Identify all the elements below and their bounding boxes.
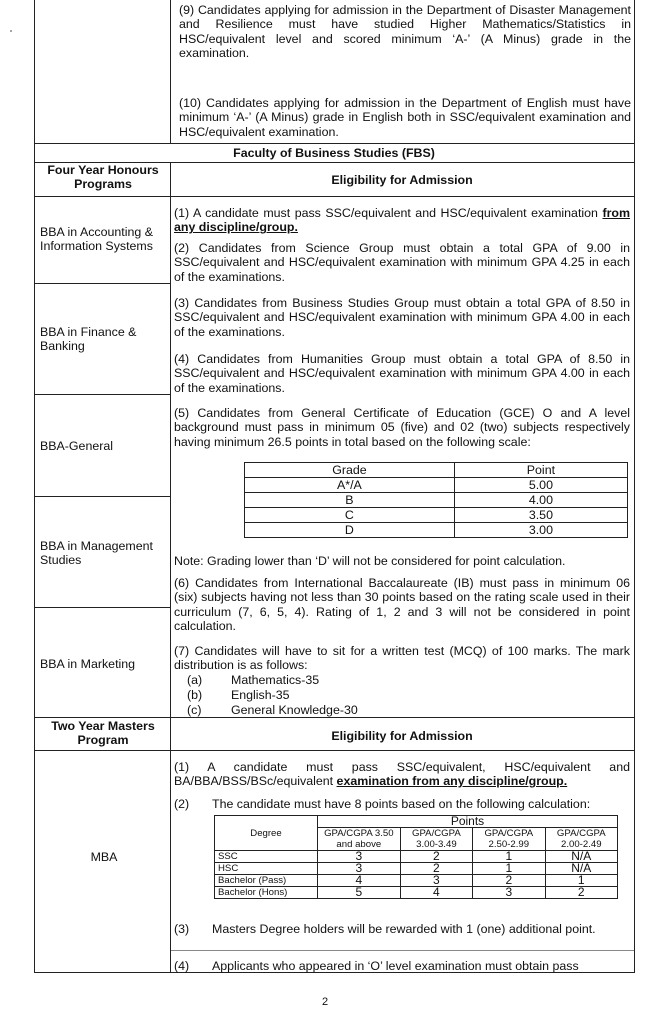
fbs-item-7: (7) Candidates will have to sit for a written test (MCQ) of 100 marks. The mark distribution is as follows: [174,644,630,673]
points-cell: 3 [473,887,545,899]
points-cell: 2 [400,863,472,875]
faculty-title: Faculty of Business Studies (FBS) [233,146,435,160]
faint-divider [171,950,634,951]
fbs-item-4: (4) Candidates from Humanities Group must obtain a total GPA of 8.50 in SSC/equivalent and HSC/equivalent examination with minimum GPA 4.00 in each of the examinations. [174,352,630,395]
eligibility-header: Eligibility for Admission [331,173,473,187]
degree-cell: HSC [215,863,318,875]
grade-cell: B [245,493,455,508]
fbs-item-6: (6) Candidates from International Baccalaureate (IB) must pass in minimum 06 (six) subjects having not less than 30 points based on the rating scale used in their curriculum (7, 6, 5, 4). Rating of 1, 2 and 3 will not be considered in point calculation. [174,576,630,634]
program-divider [34,496,171,497]
column-divider [170,0,171,143]
degree-cell: Bachelor (Pass) [215,875,318,887]
fbs-item-1: (1) A candidate must pass SSC/equivalent and HSC/equivalent examination from any discipline/group. [174,206,630,235]
mark-item-a: (a) Mathematics-35 [187,673,320,687]
mba-points-table [214,815,618,899]
points-cell: 2 [545,887,617,899]
points-cell: N/A [545,851,617,863]
program-bba-management: BBA in Management Studies [40,539,153,568]
points-cell: N/A [545,863,617,875]
row-divider [34,750,634,751]
points-col-header: Points [318,816,618,828]
grading-note: Note: Grading lower than ‘D’ will not be considered for point calculation. [174,554,566,568]
program-divider [34,607,171,608]
program-divider [34,283,171,284]
mba-item-3: (3) Masters Degree holders will be rewarded with 1 (one) additional point. [174,922,596,936]
mark-item-b: (b) English-35 [187,688,290,702]
degree-cell: SSC [215,851,318,863]
row-divider [34,143,634,144]
program-divider [34,394,171,395]
point-cell: 5.00 [454,478,627,493]
grade-col-header: Grade [245,463,455,478]
points-cell: 1 [473,851,545,863]
eligibility-item-10: (10) Candidates applying for admission in the Department of English must have minimum ‘A-’ (A Minus) grade in English both in SSC/equivalent examination and HSC/equivalent examination. [179,96,631,139]
row-divider [34,196,634,197]
points-cell: 2 [473,875,545,887]
masters-programs-header: Two Year Masters Program [51,719,155,747]
point-cell: 3.50 [454,508,627,523]
grade-cell: D [245,523,455,538]
points-cell: 5 [318,887,401,899]
program-bba-ais: BBA in Accounting & Information Systems [40,225,153,254]
program-bba-finance: BBA in Finance & Banking [40,325,137,354]
grade-cell: C [245,508,455,523]
program-bba-marketing: BBA in Marketing [40,657,136,671]
programs-header: Four Year Honours Programs [47,163,159,191]
mba-item-2: (2) The candidate must have 8 points based on the following calculation: [174,797,591,811]
fbs-item-5: (5) Candidates from General Certificate of Education (GCE) O and A level background must pass in minimum 05 (five) and 02 (two) subjects respectively having minimum 26.5 points in total based on the following scale: [174,406,630,449]
points-cell: 4 [318,875,401,887]
points-cell: 4 [400,887,472,899]
page-number: 2 [321,996,329,1008]
fbs-item-3: (3) Candidates from Business Studies Group must obtain a total GPA of 8.50 in SSC/equivalent and HSC/equivalent examination with minimum GPA 4.00 in each of the examinations. [174,296,630,339]
points-cell: 3 [318,851,401,863]
masters-eligibility-header: Eligibility for Admission [331,729,473,743]
point-cell: 4.00 [454,493,627,508]
program-mba: MBA [90,850,118,864]
gpa-band-header: GPA/CGPA 2.00-2.49 [545,828,617,851]
points-cell: 2 [400,851,472,863]
mba-item-1: (1) A candidate must pass SSC/equivalent, HSC/equivalent and BA/BBA/BSS/BSc/equivalent examination from any discipline/group. [174,760,630,789]
degree-cell: Bachelor (Hons) [215,887,318,899]
points-cell: 3 [318,863,401,875]
gpa-band-header: GPA/CGPA 3.00-3.49 [400,828,472,851]
points-cell: 1 [545,875,617,887]
point-col-header: Point [454,463,627,478]
points-cell: 3 [400,875,472,887]
gpa-band-header: GPA/CGPA 2.50-2.99 [473,828,545,851]
degree-col-header: Degree [215,816,318,851]
gpa-band-header: GPA/CGPA 3.50 and above [318,828,401,851]
eligibility-item-9: (9) Candidates applying for admission in the Department of Disaster Management and Resilience must have studied Higher Mathematics/Statistics in HSC/equivalent level and scored minimum ‘A-’ (A Minus) grade in the examination. [179,3,631,61]
grade-cell: A*/A [245,478,455,493]
gce-grade-table [244,462,628,538]
point-cell: 3.00 [454,523,627,538]
points-cell: 1 [473,863,545,875]
fbs-item-2: (2) Candidates from Science Group must obtain a total GPA of 9.00 in SSC/equivalent and HSC/equivalent examination with minimum GPA 4.25 in each of the examinations. [174,241,630,284]
scan-speck [10,30,12,32]
mark-item-c: (c) General Knowledge-30 [187,703,358,717]
program-bba-general: BBA-General [40,439,114,453]
mba-item-4: (4) Applicants who appeared in ‘O’ level examination must obtain pass [174,959,579,973]
